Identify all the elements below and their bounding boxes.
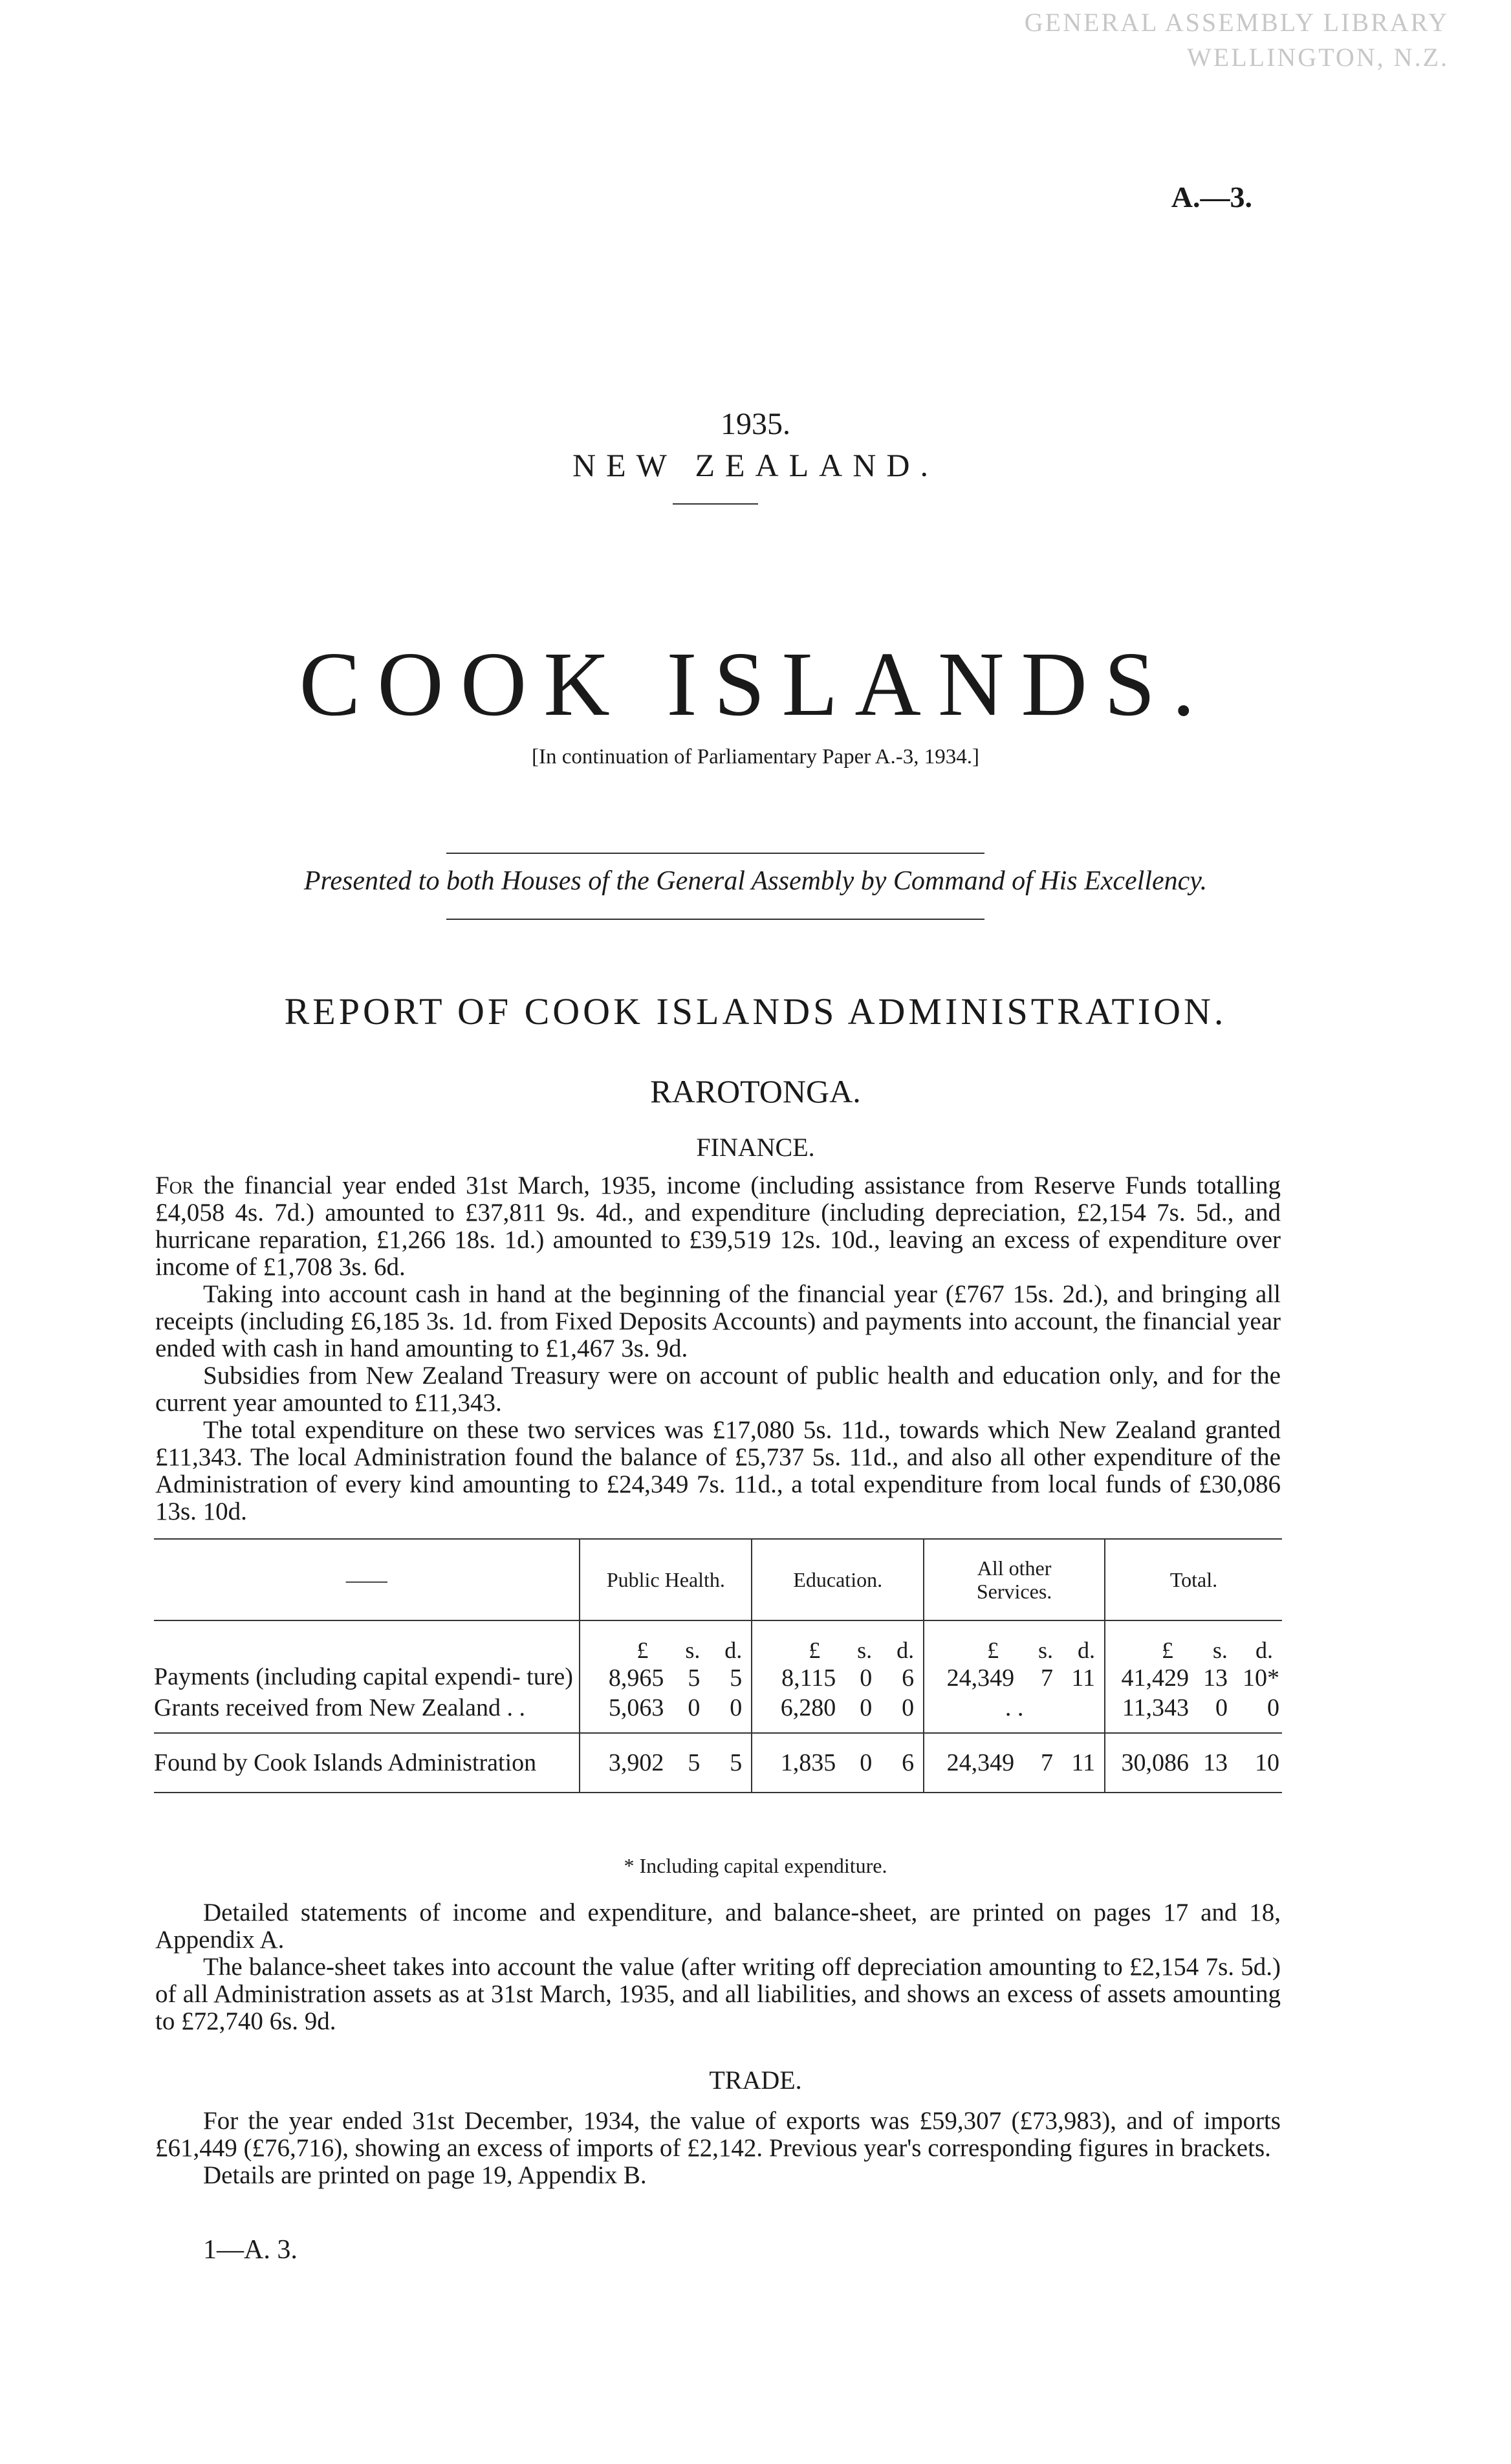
section-rarotonga: RAROTONGA.: [650, 1073, 861, 1109]
table-row-found: [154, 1733, 1282, 1793]
cell: 24,349: [924, 1664, 1014, 1694]
report-title: REPORT OF COOK ISLANDS ADMINISTRATION.: [284, 990, 1227, 1032]
cell: 0: [730, 1694, 743, 1721]
finance-paragraph-2: Taking into account cash in hand at the beginning of the financial year (£767 15s. 2d.), and bringing all receipts (including £6,185 3s. 1d. from Fixed Deposits Accounts) and payments into account, the financial year ended with cash in hand amounting to £1,467 3s. 9d.: [155, 1280, 1281, 1362]
unit-pence: d.: [1078, 1637, 1095, 1663]
header-public-health: Public Health.: [580, 1540, 752, 1620]
table-footnote: * Including capital expenditure.: [624, 1854, 887, 1877]
cell: . .: [924, 1694, 1105, 1723]
unit-pound: £: [580, 1620, 664, 1664]
cell: 0: [1215, 1694, 1228, 1721]
row-label: Grants received from New Zealand . .: [154, 1694, 525, 1721]
presented-line: Presented to both Houses of the General Assembly by Command of His Excellency.: [303, 866, 1208, 896]
cell: 5,063: [580, 1694, 664, 1723]
cell: 6: [872, 1733, 924, 1793]
continuation-note: [In continuation of Parliamentary Paper A.-3, 1934.]: [532, 745, 979, 769]
cell: 41,429: [1105, 1664, 1189, 1694]
finance-paragraph-3: Subsidies from New Zealand Treasury were on account of public health and education only, and for the current year amounted to £11,343.: [155, 1362, 1281, 1417]
unit-pence: d.: [897, 1637, 915, 1663]
unit-shilling: s.: [685, 1637, 701, 1663]
country-heading: NEW ZEALAND.: [572, 447, 939, 483]
cell: 24,349: [924, 1733, 1014, 1793]
unit-shilling: s.: [857, 1637, 873, 1663]
table-header-row: [154, 1540, 1282, 1620]
cell: 11: [1053, 1733, 1105, 1793]
finance-paragraph-4: The total expenditure on these two services was £17,080 5s. 11d., towards which New Zealand granted £11,343. The local Administration found the balance of £5,737 5s. 11d., and also all other expenditure of the Administration of every kind amounting to £24,349 7s. 11d., a total expenditure from local funds of £30,086 13s. 10d.: [155, 1416, 1281, 1525]
cell: 5: [688, 1664, 701, 1692]
cell: 3,902: [580, 1733, 664, 1793]
unit-pound: £: [752, 1620, 836, 1664]
page-footer: 1—A. 3.: [203, 2235, 298, 2265]
after-table-paragraphs: [0, 1899, 1511, 2035]
rule-above-presented: [446, 853, 984, 854]
cell: 0: [1267, 1694, 1279, 1721]
after-table-paragraph-1: Detailed statements of income and expenditure, and balance-sheet, are printed on pages 17 and 18, Appendix A.: [155, 1899, 1281, 1954]
cell: 8,115: [752, 1664, 836, 1694]
cell: 7: [1014, 1733, 1053, 1793]
cell: 11: [1071, 1664, 1095, 1692]
cell: 1,835: [752, 1733, 836, 1793]
cell: 0: [688, 1694, 701, 1721]
cell: 6,280: [752, 1694, 836, 1723]
year: 1935.: [721, 407, 790, 441]
library-stamp: [996, 5, 1449, 76]
cell: 10: [1228, 1733, 1282, 1793]
unit-shilling: s.: [1038, 1637, 1054, 1663]
cell: 0: [902, 1694, 915, 1721]
trade-heading: TRADE.: [709, 2066, 802, 2095]
finance-paragraph-1-text: the financial year ended 31st March, 1935, income (including assistance from Reserve Funds totalling £4,058 4s. 7d.) amounted to £37,811 9s. 4d., and expenditure (including depreciation, £2,154 7s. 5d., and hurricane reparation, £1,266 18s. 1d.) amounted to £39,519 12s. 10d., leaving an excess of expenditure over income of £1,708 3s. 6d.: [155, 1172, 1281, 1281]
table-row-payments: [154, 1664, 1282, 1694]
unit-shilling: s.: [1212, 1637, 1228, 1663]
unit-pence: d.: [724, 1637, 743, 1663]
header-blank: ——: [154, 1540, 580, 1620]
cell: 0: [836, 1733, 872, 1793]
trade-paragraph-1: For the year ended 31st December, 1934, the value of exports was £59,307 (£73,983), and of imports £61,449 (£76,716), showing an excess of imports of £2,142. Previous year's corresponding figures in brackets.: [155, 2107, 1281, 2162]
unit-pound: £: [1105, 1620, 1189, 1664]
finance-heading: FINANCE.: [696, 1133, 815, 1162]
cell: 0: [860, 1694, 873, 1721]
cell: 11,343: [1105, 1694, 1189, 1723]
cell: 7: [1041, 1664, 1054, 1692]
cell: 0: [860, 1664, 873, 1692]
after-table-paragraph-2: The balance-sheet takes into account the value (after writing off depreciation amounting to £2,154 7s. 5d.) of all Administration assets as at 31st March, 1935, and all liabilities, and shows an excess of assets amounting to £72,740 6s. 9d.: [155, 1953, 1281, 2035]
row-label: Found by Cook Islands Administration: [154, 1733, 580, 1793]
header-education: Education.: [752, 1540, 924, 1620]
unit-pound: £: [924, 1620, 1014, 1664]
unit-blank: [154, 1620, 580, 1664]
paper-code: A.—3.: [1171, 180, 1252, 213]
row-label: Payments (including capital expendi- ture): [154, 1663, 573, 1690]
cell: 13: [1189, 1733, 1228, 1793]
stamp-line-1: GENERAL ASSEMBLY LIBRARY: [1024, 8, 1449, 37]
trade-paragraphs: [0, 2108, 1511, 2189]
cell: 5: [700, 1733, 752, 1793]
unit-pence: d.: [1256, 1637, 1273, 1663]
rule-under-country: [673, 503, 758, 505]
finance-paragraphs: [0, 1172, 1511, 1525]
cell: 5: [664, 1733, 700, 1793]
cell: 5: [730, 1664, 743, 1692]
header-other-services: All other Services.: [924, 1540, 1105, 1620]
finance-paragraph-1: [155, 1172, 1281, 1281]
finance-table: [154, 1540, 1282, 1793]
cell: 8,965: [580, 1664, 664, 1694]
stamp-line-2: WELLINGTON, N.Z.: [1187, 43, 1449, 72]
document-title: COOK ISLANDS.: [299, 633, 1212, 735]
cell: 6: [902, 1664, 915, 1692]
cell: 30,086: [1105, 1733, 1189, 1793]
finance-paragraph-1-lead: For: [155, 1172, 194, 1199]
header-total: Total.: [1105, 1540, 1282, 1620]
cell: 13: [1202, 1664, 1228, 1692]
table-unit-row: [154, 1620, 1282, 1664]
trade-paragraph-2: Details are printed on page 19, Appendix B.: [203, 2161, 647, 2189]
cell: 10*: [1243, 1664, 1279, 1692]
rule-below-presented: [446, 919, 984, 920]
table-row-grants: [154, 1694, 1282, 1723]
table-row-gap: [154, 1723, 1282, 1733]
